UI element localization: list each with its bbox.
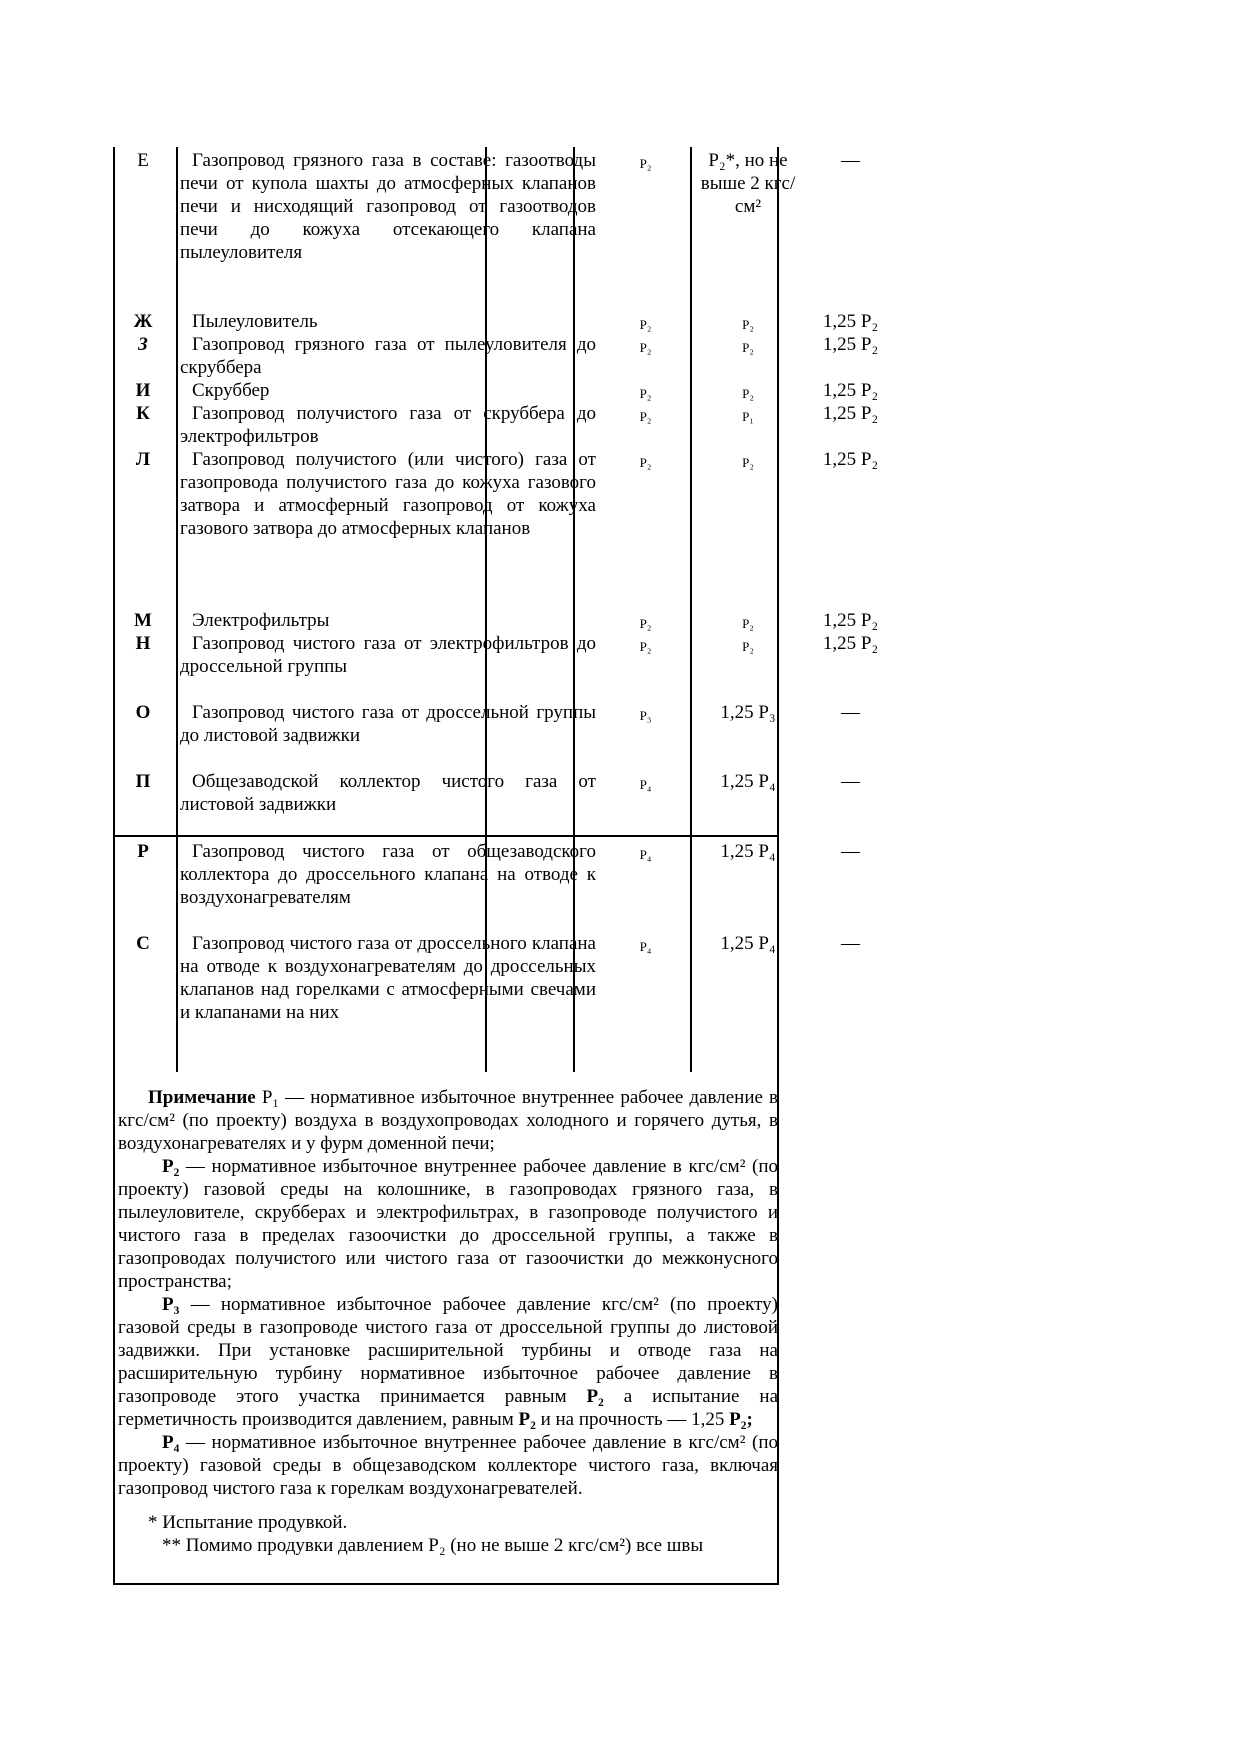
row-name: Общезаводской коллектор чистого газа от листовой задвижки — [180, 771, 596, 815]
row-hydro-pressure: 1,25 P₂ — [822, 449, 879, 470]
row-test-pressure: P₂ — [742, 616, 754, 631]
note-p3-text-a: — нормативное избыточное рабочее давление кгс/см² (по проекту) газовой среды в газопроводе чистого газа от дроссельной группы до листовой задвижки. При установке расширительной турбины и отводе газа на расширительную турбину нормативное избыточное рабочее давление в газопроводе этого участка принимается равным — [118, 1294, 778, 1407]
row-hydro-pressure: — — [841, 702, 860, 723]
table-border-left — [113, 147, 115, 1585]
row-letter: Л — [135, 449, 151, 470]
row-letter: З — [138, 334, 148, 355]
row-work-pressure: P₂ — [639, 409, 652, 424]
row-letter: Е — [137, 150, 149, 171]
row-hydro-pressure: — — [841, 933, 860, 954]
row-name: Электрофильтры — [192, 610, 330, 631]
note-p3-text-b: а испытание на герметичность производится давлением, равным — [118, 1386, 779, 1430]
row-letter: Н — [135, 633, 151, 654]
note-p2 — [118, 1155, 778, 1293]
note-p3-symbol: P₃ — [162, 1294, 180, 1315]
column-divider-1 — [176, 147, 178, 1072]
note-p4 — [118, 1431, 778, 1500]
row-test-pressure: P₂ — [742, 340, 754, 355]
row-divider — [113, 835, 779, 837]
row-test-pressure: 1,25 P₄ — [720, 841, 776, 862]
row-letter: П — [135, 771, 151, 792]
row-test-pressure: P₂ — [742, 386, 754, 401]
note-p3-symbol-b: P₂ — [586, 1386, 604, 1407]
row-work-pressure: P₂ — [639, 156, 652, 171]
row-hydro-pressure: 1,25 P₂ — [822, 380, 879, 401]
note-p3 — [118, 1293, 778, 1431]
row-hydro-pressure: 1,25 P₂ — [822, 633, 879, 654]
row-hydro-pressure: 1,25 P₂ — [822, 403, 879, 424]
row-test-pressure: 1,25 P₃ — [720, 702, 776, 723]
row-name: Газопровод чистого газа от дроссельной группы до листовой задвижки — [180, 702, 596, 746]
row-letter: О — [135, 702, 151, 723]
row-work-pressure: P₃ — [639, 708, 652, 723]
footnote-1: * Испытание продувкой. — [148, 1512, 348, 1533]
row-hydro-pressure: — — [841, 150, 860, 171]
row-name: Газопровод грязного газа в составе: газоотводы печи от купола шахты до атмосферных клапанов печи и нисходящий газопровод от газоотводов печи до кожуха отсекающего клапана пылеуловителя — [180, 150, 596, 263]
note-p2-symbol: P₂ — [162, 1156, 180, 1177]
note-p2-text: — нормативное избыточное внутреннее рабочее давление в кгс/см² (по проекту) газовой среды на колошнике, в газопроводах грязного газа, в пылеуловителе, скрубберах и электрофильтрах, в газопроводе получистого и чистого газа в пределах газоочистки до дроссельной группы, а также в газопроводах получистого или чистого газа от газоочистки до межконусного пространства; — [118, 1156, 778, 1292]
row-name: Газопровод чистого газа от электрофильтров до дроссельной группы — [180, 633, 596, 677]
row-letter: С — [136, 933, 150, 954]
row-hydro-pressure: — — [841, 771, 860, 792]
note-p1-text: — нормативное избыточное внутреннее рабочее давление в кгс/см² (по проекту) воздуха в воздухопроводах холодного и горячего дутья, в воздухонагревателях и у фурм доменной печи; — [118, 1087, 778, 1154]
row-test-pressure: P₂ — [742, 317, 754, 332]
row-letter: И — [135, 380, 151, 401]
row-work-pressure: P₂ — [639, 455, 652, 470]
row-test-pressure: P₂ — [742, 639, 754, 654]
row-work-pressure: P₄ — [639, 939, 652, 954]
row-name: Газопровод получистого газа от скруббера до электрофильтров — [180, 403, 596, 447]
note-p4-text: — нормативное избыточное внутреннее рабочее давление в кгс/см² (по проекту) газовой среды в общезаводском коллекторе чистого газа, включая газопровод чистого газа к горелкам воздухонагревателей. — [118, 1432, 778, 1499]
note-label: Примечание — [148, 1087, 256, 1108]
note-p3-symbol-d: P₂; — [729, 1409, 753, 1430]
row-work-pressure: P₂ — [639, 639, 652, 654]
row-work-pressure: P₄ — [639, 847, 652, 862]
row-name: Газопровод получистого (или чистого) газа от газопровода получистого газа до кожуха газового затвора и атмосферный газопровод от кожуха газового затвора до атмосферных клапанов — [180, 449, 596, 539]
row-work-pressure: P₂ — [639, 317, 652, 332]
row-test-pressure — [690, 149, 806, 218]
row-work-pressure: P₂ — [639, 340, 652, 355]
row-name: Скруббер — [192, 380, 270, 401]
row-hydro-pressure: 1,25 P₂ — [822, 334, 879, 355]
row-work-pressure: P₂ — [639, 616, 652, 631]
row-test-pressure: P₂ — [742, 455, 754, 470]
row-name: Газопровод грязного газа от пылеуловителя до скруббера — [180, 334, 596, 378]
row-letter: Ж — [133, 311, 153, 332]
row-hydro-pressure: — — [841, 841, 860, 862]
row-test-pressure: P₁ — [742, 409, 754, 424]
row-letter: Р — [137, 841, 149, 862]
test-pressure-text: P₂*, но не выше 2 кгс/см² — [700, 150, 796, 217]
footnote-2: ** Помимо продувки давлением P₂ (но не выше 2 кгс/см²) все швы — [162, 1535, 704, 1556]
row-work-pressure: P₄ — [639, 777, 652, 792]
table-border-bottom — [113, 1583, 779, 1585]
row-test-pressure: 1,25 P₄ — [720, 771, 776, 792]
row-name: Газопровод чистого газа от дроссельного клапана на отводе к воздухонагревателям до дроссельных клапанов над горелками с атмосферными свечами и клапанами на них — [180, 933, 596, 1023]
note-p4-symbol: P₄ — [162, 1432, 180, 1453]
notes-section — [118, 1086, 778, 1557]
row-letter: М — [134, 610, 152, 631]
note-p1-symbol: P₁ — [261, 1087, 280, 1108]
row-hydro-pressure: 1,25 P₂ — [822, 311, 879, 332]
note-p1 — [118, 1086, 778, 1155]
row-letter: К — [136, 403, 150, 424]
row-name: Газопровод чистого газа от общезаводского коллектора до дроссельного клапана на отводе к воздухонагревателям — [180, 841, 596, 908]
row-name: Пылеуловитель — [192, 311, 318, 332]
note-p3-text-c: и на прочность — 1,25 — [535, 1409, 730, 1430]
row-hydro-pressure: 1,25 P₂ — [822, 610, 879, 631]
row-test-pressure: 1,25 P₄ — [720, 933, 776, 954]
row-work-pressure: P₂ — [639, 386, 652, 401]
note-p3-symbol-c: P₂ — [518, 1409, 536, 1430]
